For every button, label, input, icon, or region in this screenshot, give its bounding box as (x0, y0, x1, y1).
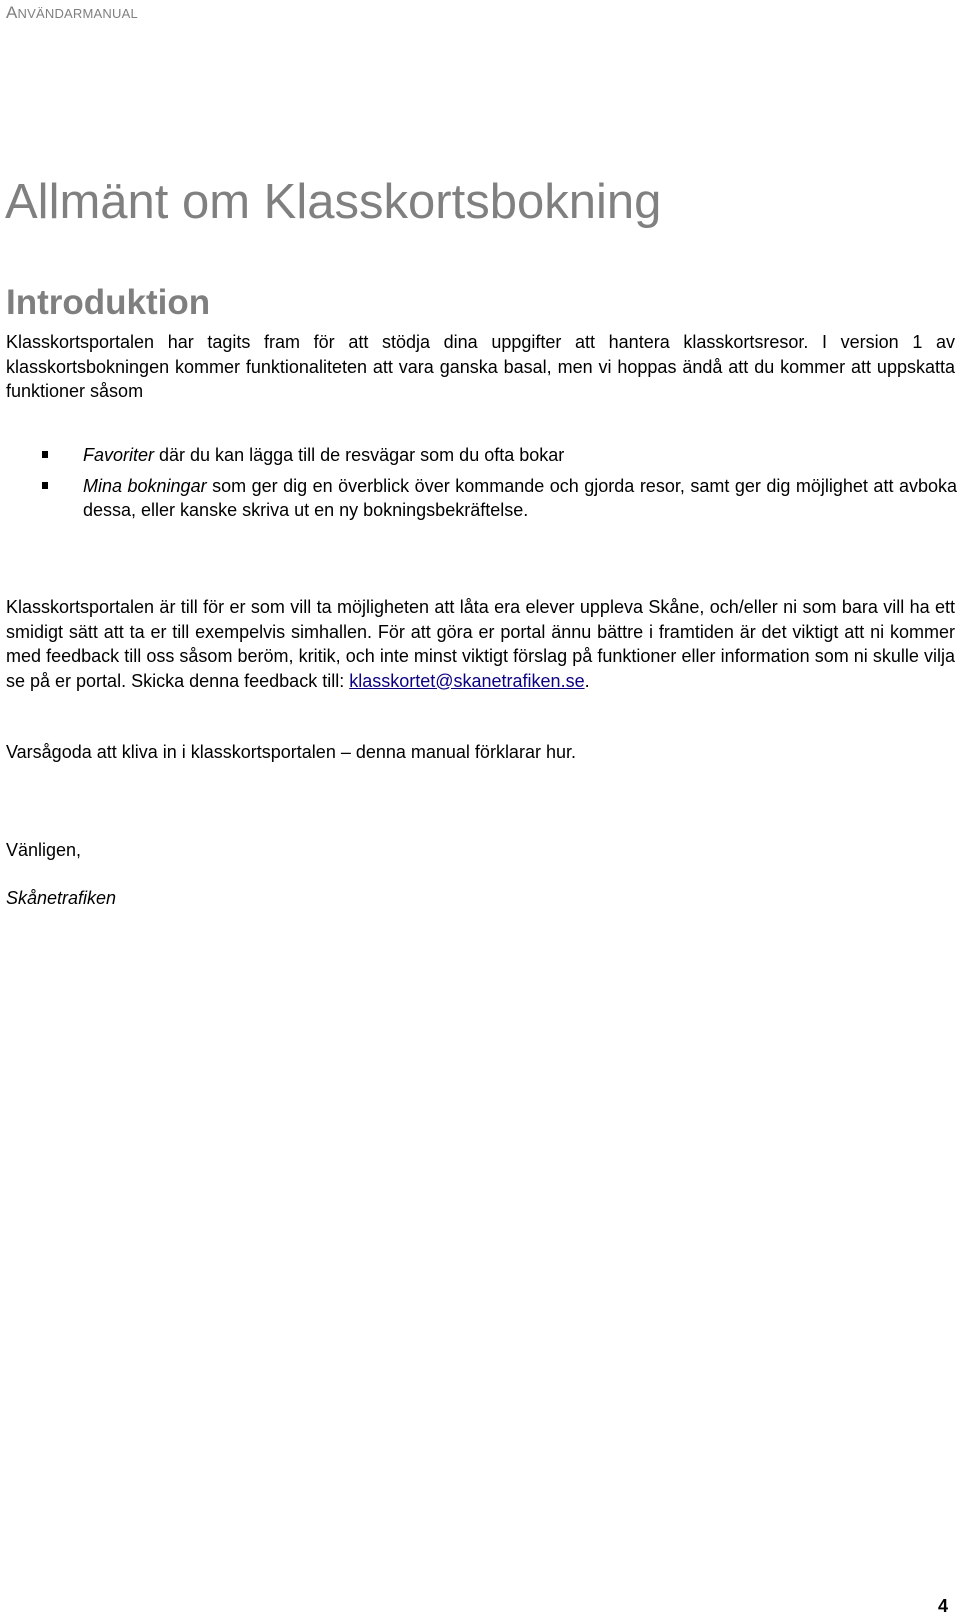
running-header (6, 3, 138, 23)
feedback-email-link[interactable]: klasskortet@skanetrafiken.se (349, 670, 585, 691)
running-header-rest: NVÄNDARMANUAL (17, 6, 138, 21)
square-bullet-icon (42, 482, 48, 489)
body-paragraph (6, 595, 955, 693)
intro-paragraph: Klasskortsportalen har tagits fram för att stödja dina uppgifter att hantera klasskortsresor. I version 1 av klasskortsbokningen kommer funktionaliteten att vara ganska basal, men vi hoppas ändå att du kommer att uppskatta funktioner såsom (6, 332, 955, 401)
feature-description: som ger dig en överblick över kommande och gjorda resor, samt ger dig möjlighet att avboka dessa, eller kanske skriva ut en ny bokningsbekräftelse. (83, 475, 957, 520)
invitation-paragraph: Varsågoda att kliva in i klasskortsportalen – denna manual förklarar hur. (6, 742, 576, 762)
body-paragraph-suffix: . (584, 670, 590, 691)
feature-term: Favoriter (83, 445, 155, 465)
square-bullet-icon (42, 451, 48, 458)
feature-term: Mina bokningar (83, 475, 207, 496)
running-header-initial: A (6, 3, 18, 22)
document-title: Allmänt om Klasskortsbokning (5, 175, 662, 229)
body-paragraph-text: Klasskortsportalen är till för er som vill ta möjligheten att låta era elever uppleva Skåne, och/eller ni som bara vill ha ett smidigt sätt att ta er till exempelvis simhallen. För att göra er portal ännu bättre i framtiden är det viktigt att ni kommer med feedback till oss såsom beröm, kritik, och inte minst viktigt förslag på funktioner eller information som ni skulle vilja se på er portal. Skicka denna feedback till: (6, 597, 955, 691)
closing-signature: Skånetrafiken (6, 888, 117, 908)
feature-item-favoriter (42, 443, 957, 468)
section-heading: Introduktion (6, 283, 211, 322)
feature-description: där du kan lägga till de resvägar som du ofta bokar (154, 445, 565, 465)
closing-greeting: Vänligen, (6, 840, 82, 860)
feature-list (42, 443, 957, 523)
feature-item-mina-bokningar (42, 474, 957, 523)
page-number: 4 (937, 1596, 948, 1616)
